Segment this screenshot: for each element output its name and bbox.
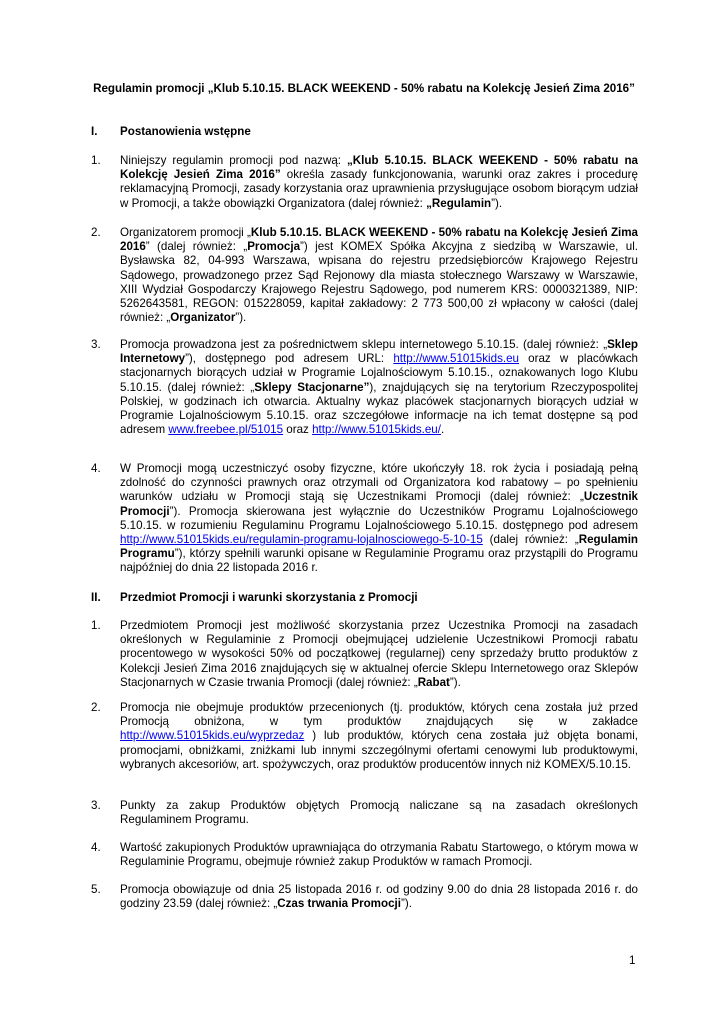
- item-text: [120, 799, 638, 827]
- url-link[interactable]: http://www.51015kids.eu/: [312, 423, 441, 437]
- section-title: Postanowienia wstępne: [120, 125, 251, 138]
- list-item: [91, 883, 638, 911]
- item-text: [120, 226, 638, 325]
- text-run: Wartość zakupionych Produktów uprawniająca do otrzymania Rabatu Startowego, o którym mowa w Regulaminie Programu, obejmuje również zakup Produktów w ramach Promocji.: [120, 841, 638, 869]
- list-item: [91, 226, 638, 325]
- item-number: 3.: [91, 338, 101, 351]
- text-run: Promocja nie obejmuje produktów przecenionych (tj. produktów, których cena została już przed Promocją obniżona, w tym produktów znajdujących się w zakładce: [120, 701, 638, 729]
- bold-text: Klub 5.10.15. BLACK WEEKEND - 50% rabatu na Kolekcję Jesień Zima 2016: [120, 226, 639, 254]
- text-run: ” (dalej również: „: [145, 240, 248, 254]
- text-run: .: [440, 423, 445, 437]
- item-number: 4.: [91, 462, 101, 475]
- text-run: Promocja obowiązuje od dnia 25 listopada 2016 r. od godziny 9.00 do dnia 28 listopada 2016 r. do godziny 23.59 (dalej również: „: [120, 883, 638, 911]
- item-number: 2.: [91, 226, 101, 239]
- url-link[interactable]: www.freebee.pl/51015: [168, 423, 284, 437]
- text-run: ”) jest KOMEX Spółka Akcyjna z siedzibą w Warszawie, ul. Bysławska 82, 04-993 Warszawa, wpisana do rejestru przedsiębiorców Krajowego Rejestru Sądowego, prowadzonego przez Sąd Rejonowy dla miasta stołecznego Warszawy w Warszawie, XIII Wydział Gospodarczy Krajowego Rejestru Sądowego, pod numerem KRS: 0000321389, NIP: 5262643581, REGON: 015228059, kapitał zakładowy: 2 773 500,00 zł wpłacony w całości (dalej również: „: [120, 240, 638, 325]
- item-text: [120, 701, 638, 772]
- text-run: ”), którzy spełnili warunki opisane w Regulaminie Programu oraz przystąpili do Programu najpóźniej do dnia 22 listopada 2016 r.: [120, 547, 638, 575]
- text-run: ”). Promocja skierowana jest wyłącznie do Uczestników Programu Lojalnościowego 5.10.15. w rozumieniu Regulaminu Programu Lojalnościowego 5.10.15. dostępnego pod adresem: [120, 504, 638, 532]
- text-run: Niniejszy regulamin promocji pod nazwą:: [120, 154, 347, 167]
- bold-text: „Regulamin: [426, 196, 492, 210]
- text-run: Organizatorem promocji „: [120, 226, 251, 239]
- list-item: [91, 619, 638, 690]
- item-text: [120, 462, 638, 576]
- text-run: ”).: [235, 311, 247, 325]
- text-run: określa zasady funkcjonowania, warunki oraz zakres i procedurę reklamacyjną Promocji, zasady korzystania oraz uprawnienia przysługujące osobom biorącym udział w Promocji, a także obowiązki Organizatora (dalej również:: [120, 168, 638, 210]
- bold-text: Uczestnik Promocji: [120, 490, 638, 518]
- bold-text: Czas trwania Promocji: [277, 897, 401, 911]
- text-run: Promocja prowadzona jest za pośrednictwem sklepu internetowego 5.10.15. (dalej również: „: [120, 338, 608, 351]
- list-item: [91, 462, 638, 576]
- url-link[interactable]: http://www.51015kids.eu/regulamin-programu-lojalnosciowego-5-10-15: [120, 533, 483, 547]
- item-text: [120, 154, 638, 211]
- bold-text: „Klub 5.10.15. BLACK WEEKEND - 50% rabatu na Kolekcję Jesień Zima 2016”: [120, 154, 638, 182]
- list-item: [91, 701, 638, 772]
- bold-text: Rabat: [417, 675, 450, 689]
- url-link[interactable]: http://www.51015kids.eu: [393, 352, 519, 366]
- item-number: 2.: [91, 701, 101, 714]
- section-number: II.: [91, 591, 101, 604]
- document-title: Regulamin promocji „Klub 5.10.15. BLACK WEEKEND - 50% rabatu na Kolekcję Jesień Zima 2016”: [93, 82, 635, 95]
- text-run: ”), dostępnego pod adresem URL:: [185, 352, 394, 366]
- section-number: I.: [91, 125, 98, 138]
- text-run: ”).: [400, 897, 412, 911]
- url-link[interactable]: http://www.51015kids.eu/wyprzedaz: [120, 729, 305, 743]
- text-run: Punkty za zakup Produktów objętych Promocją naliczane są na zasadach określonych Regulaminem Programu.: [120, 799, 638, 827]
- text-run: ) lub produktów, których cena została już objęta bonami, promocjami, obniżkami, zniżkami lub innymi szczególnymi ofertami cenowymi lub produktowymi, wybranych akcesoriów, art. spożywczych, oraz produktów producentów innych niż KOMEX/5.10.15.: [120, 729, 638, 771]
- item-number: 3.: [91, 799, 101, 812]
- item-text: [120, 841, 638, 869]
- list-item: [91, 799, 638, 827]
- item-number: 1.: [91, 619, 101, 632]
- bold-text: Organizator: [170, 311, 236, 325]
- item-number: 5.: [91, 883, 101, 896]
- list-item: [91, 338, 638, 437]
- text-run: ”).: [449, 675, 461, 689]
- bold-text: Regulamin Programu: [120, 533, 638, 561]
- text-run: ), znajdujących się na terytorium Rzeczypospolitej Polskiej, w godzinach ich otwarcia. Aktualny wykaz placówek stacjonarnych biorących udział w Programie Lojalnościowym 5.10.15. oraz szczegółowe informacje na ich temat dostępne są pod adresem: [120, 380, 638, 437]
- bold-text: Sklep Internetowy: [120, 338, 638, 366]
- section-title: Przedmiot Promocji i warunki skorzystania z Promocji: [120, 591, 418, 604]
- page-number: 1: [629, 954, 636, 967]
- text-run: oraz: [283, 423, 313, 437]
- list-item: [91, 154, 638, 211]
- bold-text: Sklepy Stacjonarne”: [254, 380, 370, 394]
- item-number: 4.: [91, 841, 101, 854]
- item-text: [120, 338, 638, 437]
- text-run: oraz w placówkach stacjonarnych biorących udział w Programie Lojalnościowym 5.10.15., oznakowanych logo Klubu 5.10.15. (dalej również: „: [120, 352, 639, 394]
- text-run: W Promocji mogą uczestniczyć osoby fizyczne, które ukończyły 18. rok życia i posiadają pełną zdolność do czynności prawnych oraz otrzymali od Organizatora kod rabatowy – po spełnieniu warunków udziału w Promocji stają się Uczestnikami Promocji (dalej również: „: [120, 462, 638, 504]
- text-run: ”).: [491, 196, 503, 210]
- item-text: [120, 619, 638, 690]
- item-text: [120, 883, 638, 911]
- bold-text: Promocja: [247, 240, 301, 254]
- item-number: 1.: [91, 154, 101, 167]
- text-run: Przedmiotem Promocji jest możliwość skorzystania przez Uczestnika Promocji na zasadach określonych w Regulaminie z Promocji obejmującej udzielenie Uczestnikowi Promocji rabatu procentowego w wysokości 50% od początkowej (regularnej) ceny sprzedaży brutto produktów z Kolekcji Jesień Zima 2016 znajdujących się w aktualnej ofercie Sklepu Internetowego oraz Sklepów Stacjonarnych w Czasie trwania Promocji (dalej również: „: [120, 619, 638, 689]
- list-item: [91, 841, 638, 869]
- text-run: (dalej również: „: [482, 533, 579, 547]
